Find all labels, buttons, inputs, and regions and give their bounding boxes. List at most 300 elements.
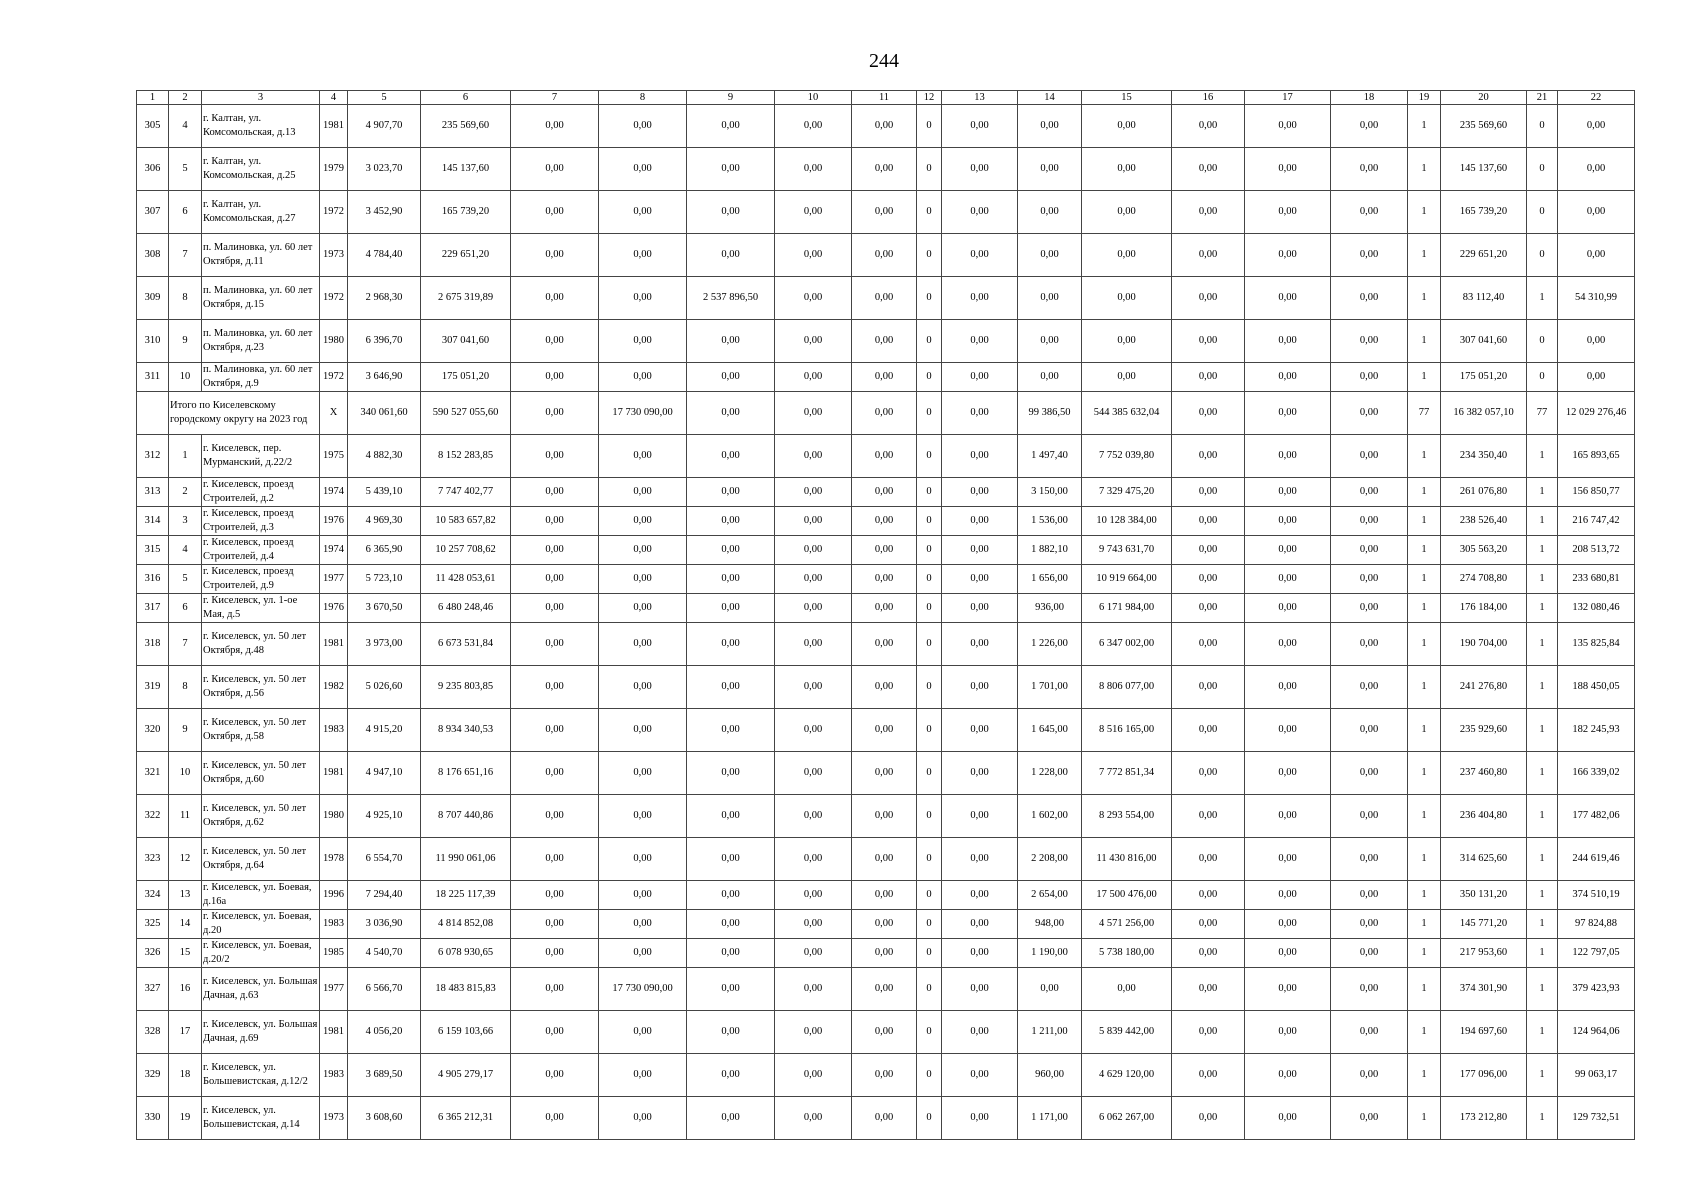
address-cell: п. Малиновка, ул. 60 лет Октября, д.9 [202,363,320,392]
table-cell: 1 [1527,507,1558,536]
table-cell: 99 386,50 [1018,392,1082,435]
table-cell: 1 [1408,363,1441,392]
table-cell: 544 385 632,04 [1082,392,1172,435]
table-cell: 0 [917,968,942,1011]
table-cell: 0,00 [1018,234,1082,277]
table-cell: 0,00 [599,320,687,363]
table-cell: 0,00 [1331,363,1408,392]
table-cell: 1 [1408,507,1441,536]
table-cell: 0,00 [852,594,917,623]
address-cell: г. Киселевск, ул. Большевистская, д.12/2 [202,1054,320,1097]
table-cell: 0,00 [1245,105,1331,148]
table-cell: 1 [1527,1054,1558,1097]
table-cell: 1974 [320,478,348,507]
table-cell: 1977 [320,565,348,594]
table-cell: 0,00 [1172,435,1245,478]
address-cell: г. Киселевск, ул. 50 лет Октября, д.56 [202,666,320,709]
table-cell: 0,00 [687,1011,775,1054]
table-cell: 261 076,80 [1441,478,1527,507]
table-cell: 1972 [320,363,348,392]
table-cell: 314 [137,507,169,536]
table-cell: 0,00 [942,752,1018,795]
table-cell: 241 276,80 [1441,666,1527,709]
table-row [137,191,1635,234]
table-cell: 0,00 [511,752,599,795]
table-cell: 0,00 [775,478,852,507]
table-cell: 17 500 476,00 [1082,881,1172,910]
table-cell: 0,00 [599,838,687,881]
table-cell: 0,00 [599,666,687,709]
table-cell: 0,00 [775,910,852,939]
address-cell: г. Калтан, ул. Комсомольская, д.25 [202,148,320,191]
table-cell: 0,00 [1331,838,1408,881]
table-cell: 11 990 061,06 [421,838,511,881]
table-cell: 3 036,90 [348,910,421,939]
table-cell: 7 752 039,80 [1082,435,1172,478]
table-cell: 0,00 [1172,795,1245,838]
table-cell: 0,00 [1245,277,1331,320]
table-cell: 0,00 [852,191,917,234]
table-cell: 0,00 [942,234,1018,277]
table-cell: 0,00 [599,709,687,752]
table-cell: 4 925,10 [348,795,421,838]
table-cell: 324 [137,881,169,910]
table-row [137,795,1635,838]
table-cell: 327 [137,968,169,1011]
table-cell: 0,00 [1245,838,1331,881]
table-cell: 10 [169,363,202,392]
table-cell: 0,00 [599,191,687,234]
table-cell: 0,00 [942,1097,1018,1140]
table-cell: 274 708,80 [1441,565,1527,594]
table-cell: 8 [169,277,202,320]
table-cell: 0 [917,881,942,910]
table-cell: 3 689,50 [348,1054,421,1097]
table-cell: 0,00 [511,968,599,1011]
table-cell: 0,00 [1245,709,1331,752]
table-cell: 2 675 319,89 [421,277,511,320]
table-cell: 1 [1408,148,1441,191]
table-cell: 0,00 [1245,1054,1331,1097]
table-cell: 1 [1527,939,1558,968]
table-cell: 7 [169,234,202,277]
table-cell: 0,00 [775,1054,852,1097]
table-cell: 1 [1527,666,1558,709]
table-cell: 0 [917,536,942,565]
table-cell: 1 [1408,234,1441,277]
table-cell: 0 [917,392,942,435]
table-cell: 329 [137,1054,169,1097]
column-number: 15 [1082,91,1172,105]
table-cell: 0,00 [775,148,852,191]
table-cell: 1 [1408,623,1441,666]
table-cell: 7 294,40 [348,881,421,910]
table-cell: 1 536,00 [1018,507,1082,536]
table-cell: 83 112,40 [1441,277,1527,320]
table-cell: 0,00 [942,536,1018,565]
table-cell: 1976 [320,507,348,536]
table-cell: 0,00 [1245,968,1331,1011]
table-cell: 1981 [320,1011,348,1054]
table-row [137,939,1635,968]
table-cell: 350 131,20 [1441,881,1527,910]
table-row [137,320,1635,363]
table-cell: 0,00 [775,666,852,709]
table-cell: 1 [1527,752,1558,795]
table-cell: 1 [1527,594,1558,623]
table-cell: 0,00 [852,1011,917,1054]
table-cell: 0,00 [1558,105,1635,148]
table-cell: 0 [1527,234,1558,277]
table-cell: 176 184,00 [1441,594,1527,623]
table-cell: 0,00 [852,910,917,939]
address-cell: г. Киселевск, ул. 50 лет Октября, д.48 [202,623,320,666]
table-cell: 318 [137,623,169,666]
table-cell: 0 [917,752,942,795]
table-cell: 1 [1527,968,1558,1011]
table-cell: 0,00 [1172,1011,1245,1054]
address-cell: п. Малиновка, ул. 60 лет Октября, д.23 [202,320,320,363]
table-cell: 0,00 [775,752,852,795]
table-cell: 0,00 [511,910,599,939]
table-cell: 145 137,60 [1441,148,1527,191]
table-cell: 0,00 [775,594,852,623]
table-row [137,968,1635,1011]
table-cell: 0,00 [942,939,1018,968]
table-cell: 175 051,20 [1441,363,1527,392]
column-number: 22 [1558,91,1635,105]
table-cell: 330 [137,1097,169,1140]
table-cell: 0,00 [775,1097,852,1140]
table-cell: 1 190,00 [1018,939,1082,968]
table-cell: 0,00 [1082,234,1172,277]
table-cell: 0 [917,666,942,709]
table-cell: 0,00 [1331,1011,1408,1054]
address-cell: г. Калтан, ул. Комсомольская, д.27 [202,191,320,234]
table-cell: 0,00 [1245,623,1331,666]
table-cell: 0,00 [687,939,775,968]
table-cell: 0,00 [687,838,775,881]
table-cell: 229 651,20 [1441,234,1527,277]
table-cell: 0,00 [775,234,852,277]
column-number: 1 [137,91,169,105]
table-cell: 1 [1527,536,1558,565]
table-cell: 5 723,10 [348,565,421,594]
table-cell: 129 732,51 [1558,1097,1635,1140]
table-cell: 1983 [320,709,348,752]
table-row [137,1054,1635,1097]
table-row [137,565,1635,594]
table-cell: 1982 [320,666,348,709]
table-cell: 99 063,17 [1558,1054,1635,1097]
table-cell: 97 824,88 [1558,910,1635,939]
table-cell: 0,00 [942,623,1018,666]
column-number: 11 [852,91,917,105]
table-cell: 6 566,70 [348,968,421,1011]
table-cell: 0,00 [599,881,687,910]
table-cell: 0 [917,1097,942,1140]
table-cell: 235 569,60 [421,105,511,148]
table-cell: 0,00 [852,565,917,594]
table-cell: 0,00 [511,191,599,234]
table-cell: 4 571 256,00 [1082,910,1172,939]
table-cell: 6 [169,594,202,623]
table-cell: 1 [1527,709,1558,752]
table-cell: 0,00 [511,939,599,968]
table-cell: 8 707 440,86 [421,795,511,838]
table-cell: 0 [917,234,942,277]
table-cell: 0,00 [942,968,1018,1011]
table-cell: 0,00 [1172,939,1245,968]
table-cell: 0,00 [1172,565,1245,594]
column-number: 17 [1245,91,1331,105]
table-cell: 0,00 [1172,507,1245,536]
table-cell: 0,00 [599,795,687,838]
table-cell: 18 483 815,83 [421,968,511,1011]
address-cell: г. Киселевск, ул. Большевистская, д.14 [202,1097,320,1140]
table-cell: 1 [1408,1054,1441,1097]
table-cell: 77 [1408,392,1441,435]
table-cell: 0,00 [511,148,599,191]
table-row [137,752,1635,795]
table-cell: 0,00 [599,507,687,536]
address-cell: г. Киселевск, проезд Строителей, д.3 [202,507,320,536]
table-cell: 0,00 [852,363,917,392]
table-cell: 1 [1408,939,1441,968]
table-cell: 325 [137,910,169,939]
table-cell: 16 [169,968,202,1011]
table-cell: 0,00 [687,1054,775,1097]
table-cell: 1 [1527,881,1558,910]
table-cell: 0 [1527,320,1558,363]
table-cell: 4 814 852,08 [421,910,511,939]
table-cell: 0,00 [511,320,599,363]
table-cell: 0,00 [1558,320,1635,363]
address-cell: г. Киселевск, ул. Боевая, д.20/2 [202,939,320,968]
table-cell: 0 [917,363,942,392]
register-table [136,90,1635,1140]
table-cell: 0,00 [942,881,1018,910]
table-cell: 0,00 [1018,968,1082,1011]
table-cell: 0,00 [1331,709,1408,752]
table-cell: 14 [169,910,202,939]
table-cell: 0,00 [1172,191,1245,234]
table-cell: 1 [1527,910,1558,939]
table-cell: 1 [1527,435,1558,478]
table-cell: 0,00 [511,838,599,881]
table-cell: 0,00 [775,277,852,320]
column-number: 5 [348,91,421,105]
table-cell: 0,00 [852,968,917,1011]
table-cell: 6 159 103,66 [421,1011,511,1054]
table-cell: 1 [1527,478,1558,507]
table-cell: 0,00 [1018,105,1082,148]
table-cell: 0,00 [942,105,1018,148]
table-cell: 312 [137,435,169,478]
table-cell: 12 029 276,46 [1558,392,1635,435]
table-cell: 0,00 [599,148,687,191]
table-cell: 9 [169,320,202,363]
table-row [137,536,1635,565]
table-cell: 0,00 [852,709,917,752]
table-cell: 0,00 [1331,623,1408,666]
table-cell: 18 [169,1054,202,1097]
column-number: 21 [1527,91,1558,105]
table-cell: 0,00 [1172,478,1245,507]
table-cell: 315 [137,536,169,565]
table-cell [137,392,169,435]
table-cell: 0 [917,623,942,666]
table-cell: 4 [169,536,202,565]
table-cell: 321 [137,752,169,795]
table-cell: 0,00 [852,392,917,435]
table-cell: 0,00 [1082,968,1172,1011]
table-cell: 7 329 475,20 [1082,478,1172,507]
table-cell: 1 [1408,320,1441,363]
table-cell: 3 973,00 [348,623,421,666]
table-cell: 1 226,00 [1018,623,1082,666]
table-cell: 0,00 [1172,1054,1245,1097]
table-cell: 0,00 [1558,234,1635,277]
table-cell: 0,00 [1331,1097,1408,1140]
table-cell: 208 513,72 [1558,536,1635,565]
table-cell: 1 [1408,1097,1441,1140]
table-cell: 145 771,20 [1441,910,1527,939]
table-cell: 0,00 [1245,320,1331,363]
table-cell: 175 051,20 [421,363,511,392]
table-cell: 0,00 [1331,320,1408,363]
table-cell: 0,00 [1245,1011,1331,1054]
table-cell: 1 [1408,478,1441,507]
table-cell: 1 [1527,838,1558,881]
table-cell: 0,00 [687,594,775,623]
table-cell: 0,00 [942,1054,1018,1097]
table-cell: 0,00 [1331,148,1408,191]
table-cell: 306 [137,148,169,191]
table-cell: 6 347 002,00 [1082,623,1172,666]
column-number: 7 [511,91,599,105]
table-cell: 1972 [320,191,348,234]
table-cell: 1981 [320,752,348,795]
table-cell: 0,00 [1245,392,1331,435]
table-cell: 0,00 [687,435,775,478]
table-cell: 0,00 [1082,148,1172,191]
table-cell: 1 [1408,709,1441,752]
table-cell: 326 [137,939,169,968]
table-cell: 0 [917,594,942,623]
table-cell: 165 893,65 [1558,435,1635,478]
table-cell: 305 563,20 [1441,536,1527,565]
table-cell: 0,00 [852,320,917,363]
table-cell: 1 [1408,838,1441,881]
table-cell: 0,00 [1172,234,1245,277]
table-cell: 0,00 [1331,795,1408,838]
table-cell: 590 527 055,60 [421,392,511,435]
table-cell: 0,00 [852,1097,917,1140]
column-number: 2 [169,91,202,105]
table-row [137,666,1635,709]
table-cell: 1 497,40 [1018,435,1082,478]
table-cell: 1983 [320,1054,348,1097]
table-cell: 0,00 [511,623,599,666]
table-cell: 0,00 [599,910,687,939]
table-cell: 165 739,20 [421,191,511,234]
table-cell: 0,00 [942,435,1018,478]
table-cell: 5 [169,565,202,594]
table-row [137,881,1635,910]
address-cell: г. Киселевск, ул. 50 лет Октября, д.62 [202,795,320,838]
table-cell: 2 [169,478,202,507]
table-cell: 1 [1408,435,1441,478]
table-cell: 1 656,00 [1018,565,1082,594]
address-cell: г. Киселевск, проезд Строителей, д.2 [202,478,320,507]
table-cell: 10 583 657,82 [421,507,511,536]
table-cell: 0,00 [1172,363,1245,392]
table-cell: 0,00 [852,148,917,191]
table-cell: 0,00 [599,939,687,968]
table-cell: 1 228,00 [1018,752,1082,795]
table-cell: 0,00 [1245,363,1331,392]
table-cell: 177 096,00 [1441,1054,1527,1097]
table-cell: 4 947,10 [348,752,421,795]
table-cell: 0,00 [1245,536,1331,565]
table-cell: 0,00 [687,507,775,536]
table-cell: 948,00 [1018,910,1082,939]
table-cell: 0,00 [1172,594,1245,623]
table-cell: 0,00 [511,1097,599,1140]
table-cell: 6 078 930,65 [421,939,511,968]
table-row [137,478,1635,507]
table-cell: 1 211,00 [1018,1011,1082,1054]
table-cell: 323 [137,838,169,881]
table-cell: 0,00 [511,594,599,623]
table-cell: 7 [169,623,202,666]
table-cell: 4 969,30 [348,507,421,536]
table-cell: 165 739,20 [1441,191,1527,234]
table-cell: 0,00 [1558,363,1635,392]
address-cell: г. Киселевск, ул. Боевая, д.20 [202,910,320,939]
table-cell: 0,00 [775,565,852,594]
table-cell: 0,00 [1245,910,1331,939]
table-cell: 0,00 [852,939,917,968]
table-cell: 0,00 [1331,392,1408,435]
table-cell: 4 629 120,00 [1082,1054,1172,1097]
table-cell: 0,00 [687,363,775,392]
table-cell: 0,00 [775,968,852,1011]
table-cell: 6 554,70 [348,838,421,881]
table-cell: 1972 [320,277,348,320]
table-cell: 1 [1408,191,1441,234]
table-cell: 11 430 816,00 [1082,838,1172,881]
table-cell: 1979 [320,148,348,191]
table-cell: 166 339,02 [1558,752,1635,795]
table-cell: 6 396,70 [348,320,421,363]
table-cell: 8 934 340,53 [421,709,511,752]
table-cell: 0,00 [599,536,687,565]
table-cell: 0,00 [1172,910,1245,939]
table-cell: 54 310,99 [1558,277,1635,320]
table-cell: 1 [1408,1011,1441,1054]
table-cell: 0,00 [511,709,599,752]
table-cell: 1 [1408,795,1441,838]
table-cell: 1 701,00 [1018,666,1082,709]
address-cell: г. Киселевск, пер. Мурманский, д.22/2 [202,435,320,478]
table-cell: 233 680,81 [1558,565,1635,594]
table-cell: 16 382 057,10 [1441,392,1527,435]
table-cell: 0,00 [1245,234,1331,277]
table-cell: 0 [917,320,942,363]
table-cell: 5 [169,148,202,191]
